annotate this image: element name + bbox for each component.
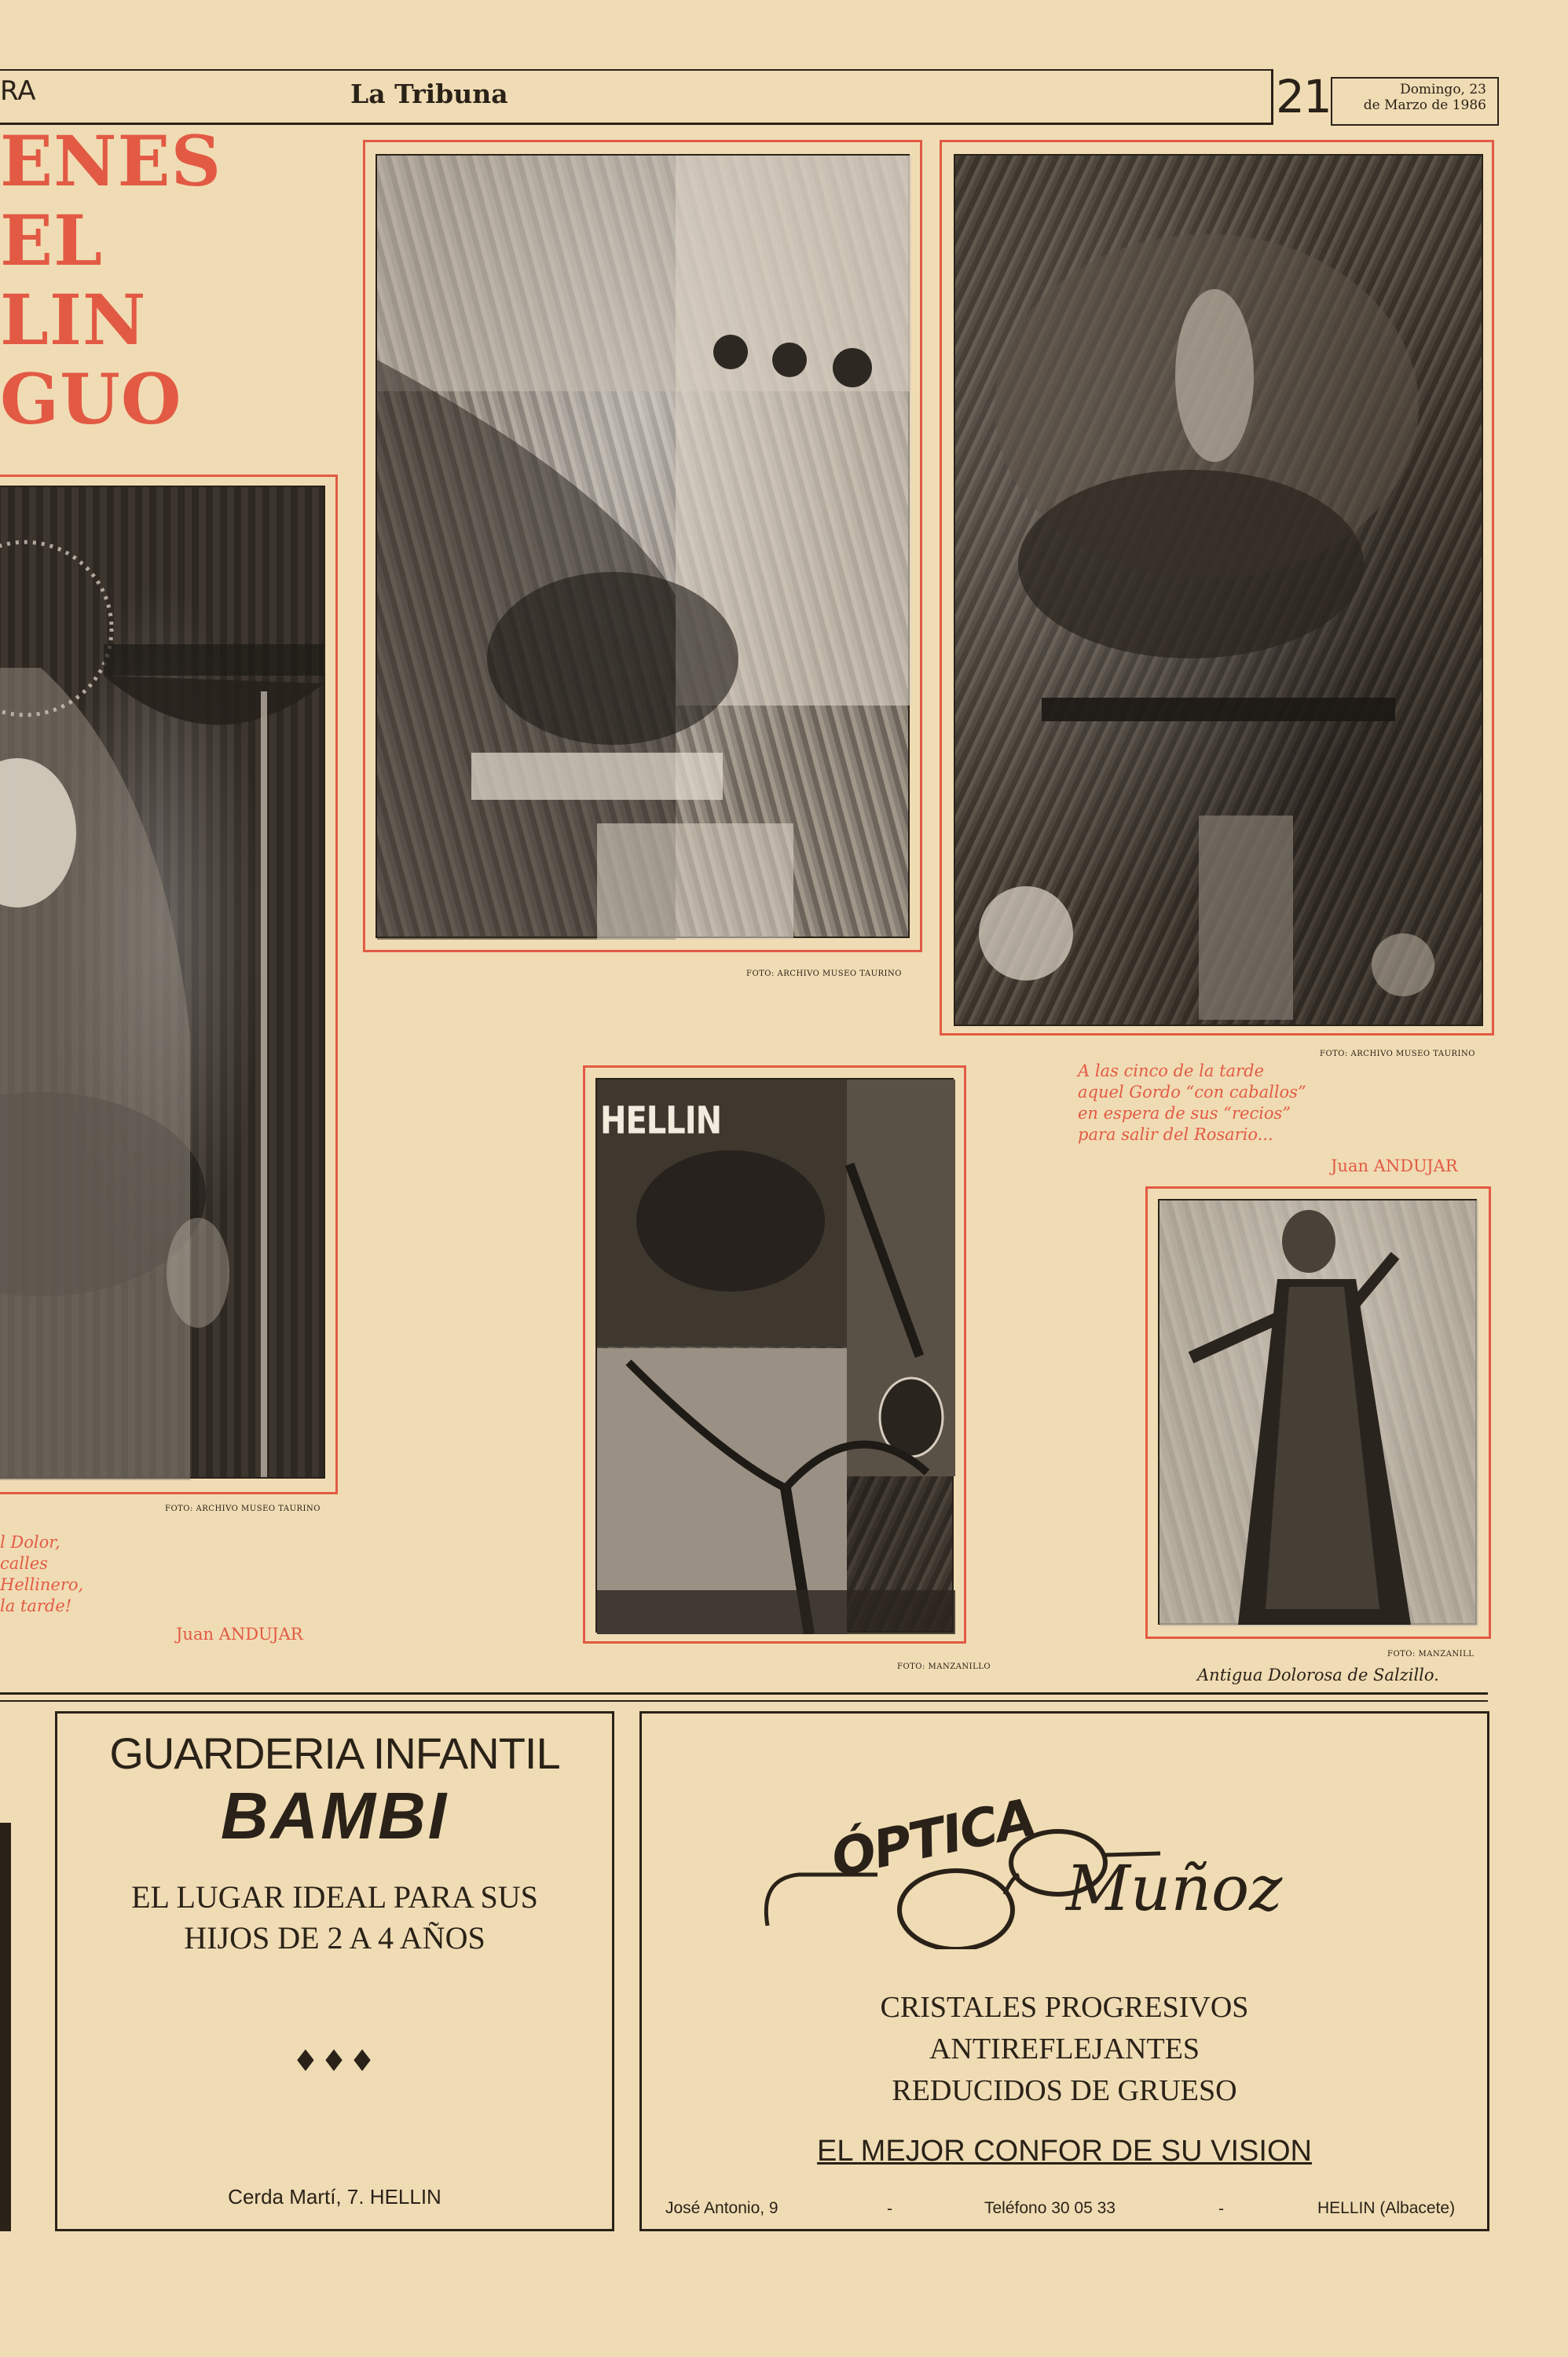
paso-caption-line-1: A las cinco de la tarde: [1078, 1061, 1264, 1080]
bambi-title: GUARDERIA INFANTIL: [109, 1728, 560, 1778]
optica-brand-word: ÓPTICA: [826, 1787, 1040, 1890]
date-line-2: de Marzo de 1986: [1363, 97, 1486, 113]
collage-photo-credit: FOTO: MANZANILLO: [897, 1662, 991, 1671]
paso-caption-line-2: aquel Gordo “con caballos”: [1078, 1083, 1306, 1102]
optica-line-3: REDUCIDOS DE GRUESO: [892, 2074, 1237, 2107]
optica-ad: [639, 1711, 1489, 2231]
virgin-byline: Juan ANDUJAR: [176, 1625, 303, 1644]
paso-caption: [1078, 1061, 1306, 1146]
headline-line-4: GUO: [0, 358, 182, 440]
collage-sign: HELLIN: [600, 1099, 722, 1143]
section-fragment: RA: [0, 75, 36, 107]
paso-photo: [954, 154, 1483, 1026]
bambi-ad: [55, 1711, 614, 2231]
procession-photo-credit: FOTO: ARCHIVO MUSEO TAURINO: [746, 970, 902, 978]
dolorosa-caption: Antigua Dolorosa de Salzillo.: [1197, 1666, 1439, 1684]
optica-city: HELLIN (Albacete): [1317, 2199, 1456, 2217]
date-box: [1331, 77, 1499, 126]
dolorosa-illustration: [1160, 1200, 1478, 1626]
optica-separator-2: -: [1218, 2199, 1225, 2218]
headline-line-2: EL: [0, 200, 103, 281]
procession-illustration: [377, 156, 911, 940]
newspaper-name: La Tribuna: [350, 79, 508, 109]
optica-separator-1: -: [887, 2199, 893, 2218]
paso-caption-line-4: para salir del Rosario...: [1078, 1125, 1273, 1144]
optica-phone: Teléfono 30 05 33: [984, 2199, 1116, 2217]
optica-glasses-logo: [642, 1714, 1487, 1949]
ads-separator-bottom: [0, 1700, 1488, 1702]
dolorosa-photo-credit: FOTO: MANZANILL: [1387, 1650, 1475, 1659]
virgin-photo: [0, 486, 325, 1479]
collage-illustration: [597, 1080, 955, 1634]
paso-byline: Juan ANDUJAR: [1331, 1157, 1458, 1175]
virgin-caption-line-1: l Dolor,: [0, 1533, 60, 1552]
headline: [0, 122, 222, 439]
bambi-address: Cerda Martí, 7. HELLIN: [228, 2185, 441, 2209]
left-edge-bar: [0, 1823, 11, 2231]
dolorosa-photo: [1158, 1199, 1477, 1625]
virgin-figure-illustration: [0, 487, 327, 1480]
virgin-caption-line-3: Hellinero,: [0, 1575, 84, 1594]
bambi-brand: BAMBI: [220, 1779, 449, 1853]
virgin-caption-line-4: la tarde!: [0, 1596, 72, 1615]
page-number: 21: [1276, 70, 1331, 123]
date-line-1: Domingo, 23: [1400, 82, 1486, 97]
paso-illustration: [955, 156, 1485, 1028]
bambi-line-2: HIJOS DE 2 A 4 AÑOS: [184, 1920, 485, 1956]
optica-brand-name: Muñoz: [1066, 1852, 1283, 1925]
optica-slogan: EL MEJOR CONFOR DE SU VISION: [817, 2135, 1312, 2168]
ads-separator-top: [0, 1692, 1488, 1695]
virgin-caption: [0, 1532, 83, 1617]
optica-line-2: ANTIREFLEJANTES: [929, 2033, 1200, 2066]
headline-line-1: ENES: [0, 120, 222, 202]
masthead-rule-top: [0, 69, 1273, 71]
paso-caption-line-3: en espera de sus “recios”: [1078, 1104, 1291, 1123]
collage-photo: [595, 1078, 954, 1633]
virgin-photo-credit: FOTO: ARCHIVO MUSEO TAURINO: [165, 1505, 321, 1513]
paso-photo-credit: FOTO: ARCHIVO MUSEO TAURINO: [1320, 1050, 1475, 1058]
headline-line-3: LIN: [0, 279, 147, 361]
optica-line-1: CRISTALES PROGRESIVOS: [880, 1991, 1249, 2024]
bambi-ornament: ♦♦♦: [291, 2044, 378, 2078]
optica-address: José Antonio, 9: [665, 2199, 779, 2217]
bambi-line-1: EL LUGAR IDEAL PARA SUS: [131, 1879, 538, 1915]
procession-photo: [376, 154, 910, 938]
virgin-caption-line-2: calles: [0, 1554, 48, 1573]
